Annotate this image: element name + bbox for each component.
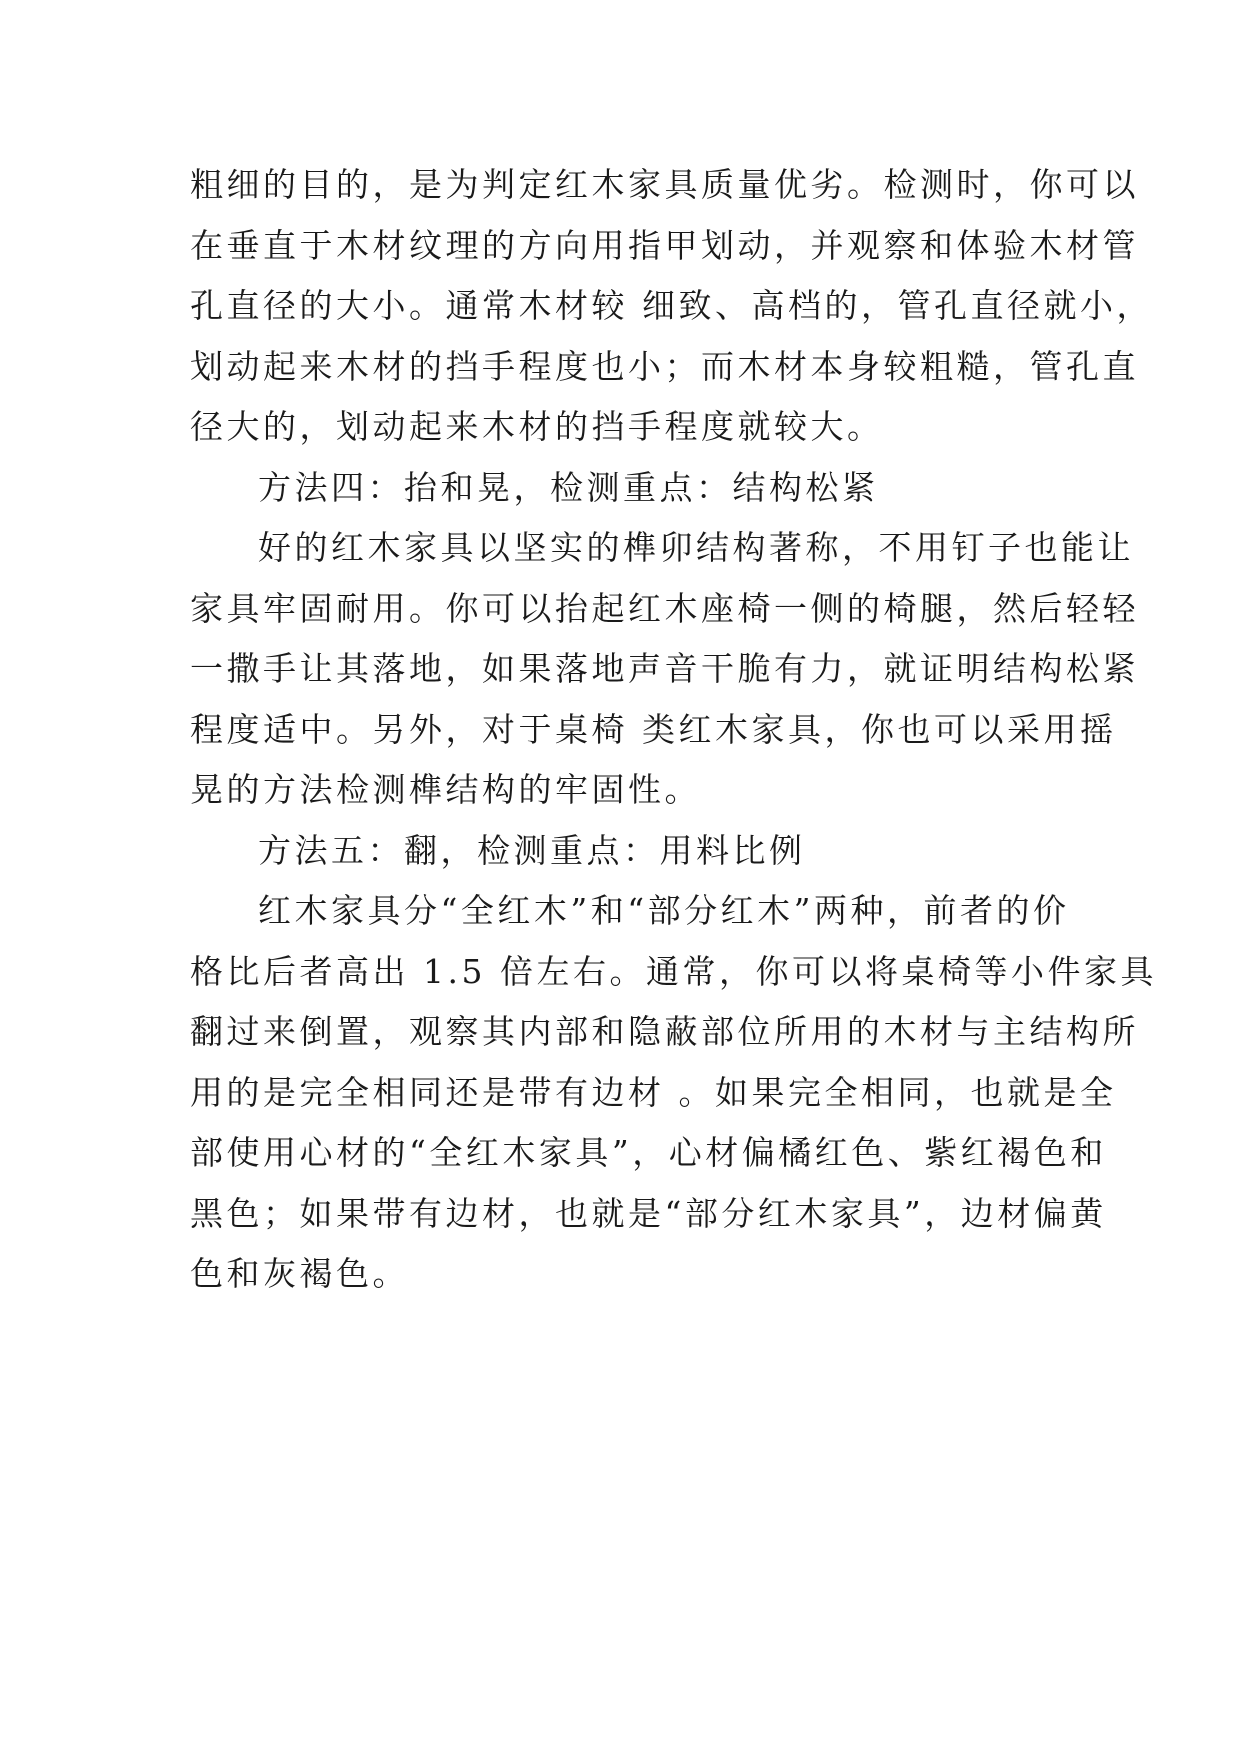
text-line: 程度适中。另外，对于桌椅 类红木家具，你也可以采用摇 — [190, 709, 1117, 749]
text-line: 一撒手让其落地，如果落地声音干脆有力，就证明结构松紧 — [190, 649, 1139, 688]
text-line: 翻过来倒置，观察其内部和隐蔽部位所用的木材与主结构所 — [190, 1012, 1139, 1051]
text-line: 色和灰褐色。 — [190, 1254, 409, 1293]
text-line: 部使用心材的“全红木家具”，心材偏橘红色、紫红褐色和 — [190, 1133, 1107, 1172]
text-line: 红木家具分“全红木”和“部分红木”两种，前者的价 — [258, 891, 1070, 930]
body-text — [190, 155, 1157, 1305]
text-line: 划动起来木材的挡手程度也小；而木材本身较粗糙，管孔直 — [190, 346, 1139, 386]
text-line: 家具牢固耐用。你可以抬起红木座椅一侧的椅腿，然后轻轻 — [190, 588, 1139, 628]
text-line: 孔直径的大小。通常木材较 细致、高档的，管孔直径就小， — [190, 286, 1153, 325]
text-line: 方法四：抬和晃，检测重点：结构松紧 — [258, 467, 879, 507]
text-line: 好的红木家具以坚实的榫卯结构著称，不用钉子也能让 — [258, 528, 1134, 567]
text-line: 晃的方法检测榫结构的牢固性。 — [190, 770, 701, 809]
text-line: 在垂直于木材纹理的方向用指甲划动，并观察和体验木材管 — [190, 225, 1139, 265]
text-line: 黑色；如果带有边材，也就是“部分红木家具”，边材偏黄 — [190, 1193, 1107, 1233]
text-line: 方法五：翻，检测重点：用料比例 — [258, 830, 806, 870]
text-line: 格比后者高出 1.5 倍左右。通常，你可以将桌椅等小件家具 — [190, 951, 1157, 991]
text-line: 径大的，划动起来木材的挡手程度就较大。 — [190, 407, 884, 446]
text-line: 用的是完全相同还是带有边材 。如果完全相同，也就是全 — [190, 1072, 1117, 1112]
text-line: 粗细的目的，是为判定红木家具质量优劣。检测时，你可以 — [190, 165, 1139, 204]
